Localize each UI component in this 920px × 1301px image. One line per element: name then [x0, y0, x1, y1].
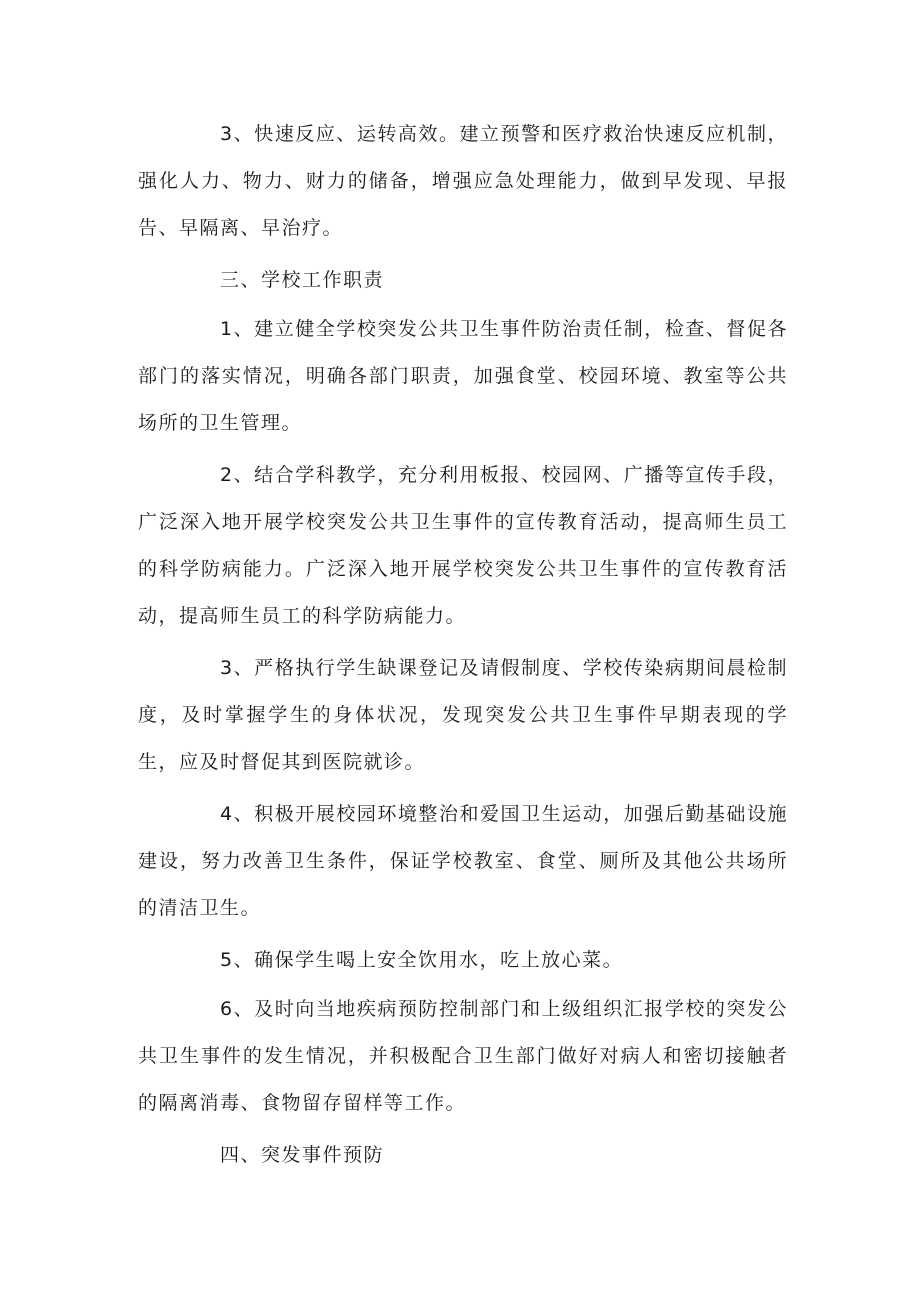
paragraph-rapid-response: 3、快速反应、运转高效。建立预警和医疗救治快速反应机制，强化人力、物力、财力的储备，增强应急处理能力，做到早发现、早报告、早隔离、早治疗。: [138, 123, 788, 239]
paragraph-duty-6: 6、及时向当地疾病预防控制部门和上级组织汇报学校的突发公共卫生事件的发生情况，并积极配合卫生部门做好对病人和密切接触者的隔离消毒、食物留存留样等工作。: [138, 998, 788, 1114]
section-heading-prevention: 四、突发事件预防: [220, 1144, 385, 1166]
section-heading-school-duties: 三、学校工作职责: [220, 269, 385, 291]
paragraph-duty-1: 1、建立健全学校突发公共卫生事件防治责任制，检查、督促各部门的落实情况，明确各部门职责，加强食堂、校园环境、教室等公共场所的卫生管理。: [138, 318, 788, 434]
paragraph-duty-5: 5、确保学生喝上安全饮用水，吃上放心菜。: [220, 949, 624, 971]
paragraph-duty-4: 4、积极开展校园环境整治和爱国卫生运动，加强后勤基础设施建设，努力改善卫生条件，保证学校教室、食堂、厕所及其他公共场所的清洁卫生。: [138, 803, 788, 919]
paragraph-duty-2: 2、结合学科教学，充分利用板报、校园网、广播等宣传手段，广泛深入地开展学校突发公共卫生事件的宣传教育活动，提高师生员工的科学防病能力。广泛深入地开展学校突发公共卫生事件的宣传教育活动，提高师生员工的科学防病能力。: [138, 464, 788, 627]
paragraph-duty-3: 3、严格执行学生缺课登记及请假制度、学校传染病期间晨检制度，及时掌握学生的身体状况，发现突发公共卫生事件早期表现的学生，应及时督促其到医院就诊。: [138, 657, 788, 773]
